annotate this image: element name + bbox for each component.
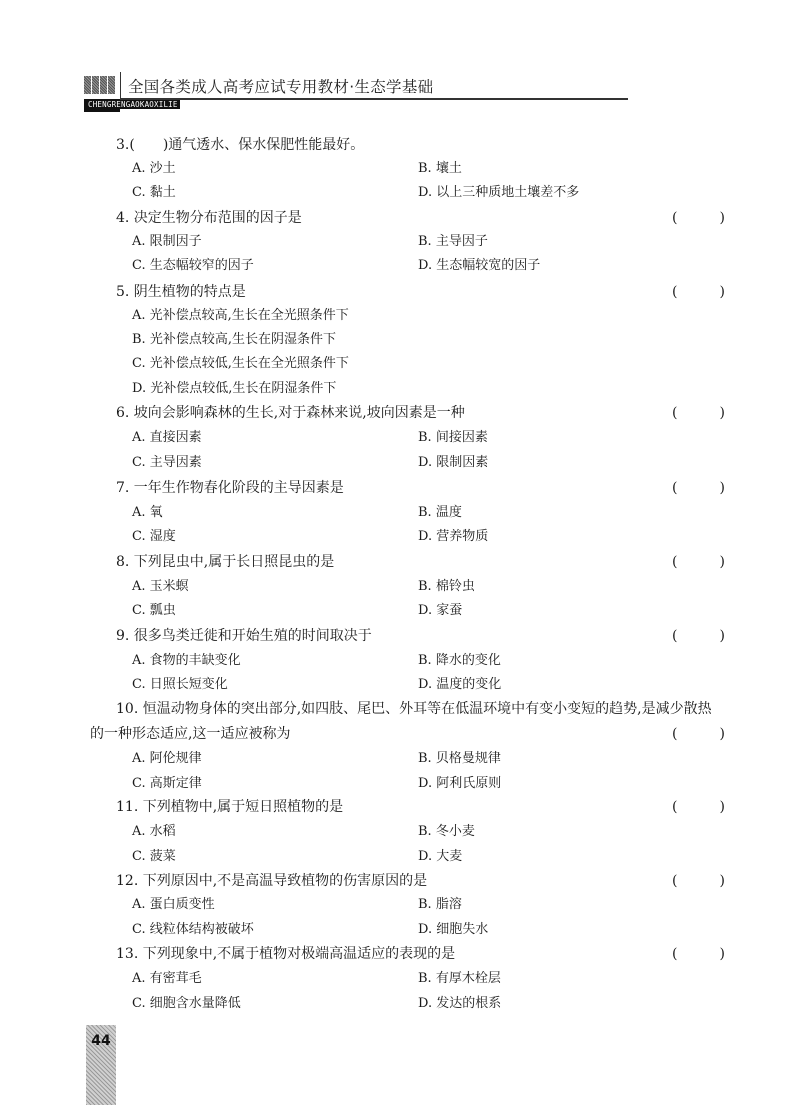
option-c: C. 细胞含水量降低 bbox=[132, 996, 241, 1011]
option-a: A. 直接因素 bbox=[132, 430, 202, 445]
answer-paren: ( ) bbox=[672, 405, 739, 421]
question-stem: 5. 阴生植物的特点是 bbox=[116, 284, 246, 300]
option-a: A. 沙土 bbox=[132, 161, 176, 176]
option-d: D. 家蚕 bbox=[418, 603, 463, 618]
option-a: A. 有密茸毛 bbox=[132, 971, 202, 986]
question-stem: 11. 下列植物中,属于短日照植物的是 bbox=[116, 799, 344, 815]
option-c: C. 生态幅较窄的因子 bbox=[132, 258, 254, 273]
question-stem: 7. 一年生作物春化阶段的主导因素是 bbox=[116, 480, 344, 496]
question-stem: 3.( )通气透水、保水保肥性能最好。 bbox=[116, 137, 365, 153]
header-subtitle: CHENGRENGAOKAOXILIE bbox=[88, 100, 178, 109]
answer-paren: ( ) bbox=[672, 284, 739, 300]
question-stem: 10. 恒温动物身体的突出部分,如四肢、尾巴、外耳等在低温环境中有变小变短的趋势,是减少散热 bbox=[116, 701, 712, 717]
option-b: B. 棉铃虫 bbox=[418, 579, 475, 594]
option-a: A. 氧 bbox=[132, 505, 163, 520]
option-d: D. 阿利氏原则 bbox=[418, 776, 502, 791]
question-stem: 12. 下列原因中,不是高温导致植物的伤害原因的是 bbox=[116, 873, 428, 889]
question-stem: 9. 很多鸟类迁徙和开始生殖的时间取决于 bbox=[116, 628, 372, 644]
option-b: B. 光补偿点较高,生长在阴湿条件下 bbox=[132, 332, 336, 347]
option-c: C. 主导因素 bbox=[132, 455, 202, 470]
answer-paren: ( ) bbox=[672, 554, 739, 570]
option-c: C. 菠菜 bbox=[132, 849, 176, 864]
option-a: A. 光补偿点较高,生长在全光照条件下 bbox=[132, 308, 349, 323]
option-c: C. 黏土 bbox=[132, 185, 176, 200]
option-b: B. 脂溶 bbox=[418, 897, 462, 912]
answer-paren: ( ) bbox=[672, 799, 739, 815]
option-d: D. 限制因素 bbox=[418, 455, 489, 470]
option-c: C. 瓢虫 bbox=[132, 603, 176, 618]
option-a: A. 阿伦规律 bbox=[132, 751, 202, 766]
header-separator bbox=[120, 72, 121, 98]
option-a: A. 玉米螟 bbox=[132, 579, 189, 594]
answer-paren: ( ) bbox=[672, 628, 739, 644]
option-b: B. 主导因子 bbox=[418, 234, 488, 249]
option-c: C. 光补偿点较低,生长在全光照条件下 bbox=[132, 356, 349, 371]
header-title: 全国各类成人高考应试专用教材·生态学基础 bbox=[128, 78, 434, 96]
answer-paren: ( ) bbox=[672, 873, 739, 889]
option-c: C. 线粒体结构被破坏 bbox=[132, 922, 254, 937]
option-d: D. 生态幅较宽的因子 bbox=[418, 258, 541, 273]
option-a: A. 水稻 bbox=[132, 824, 176, 839]
option-a: A. 蛋白质变性 bbox=[132, 897, 215, 912]
header-rule bbox=[120, 98, 628, 100]
answer-paren: ( ) bbox=[672, 946, 739, 962]
question-stem: 6. 坡向会影响森林的生长,对于森林来说,坡向因素是一种 bbox=[116, 405, 465, 421]
option-a: A. 食物的丰缺变化 bbox=[132, 653, 241, 668]
option-a: A. 限制因子 bbox=[132, 234, 202, 249]
question-stem: 13. 下列现象中,不属于植物对极端高温适应的表现的是 bbox=[116, 946, 456, 962]
answer-paren: ( ) bbox=[672, 480, 739, 496]
option-b: B. 冬小麦 bbox=[418, 824, 475, 839]
question-stem: 4. 决定生物分布范围的因子是 bbox=[116, 210, 302, 226]
question-stem-continued: 的一种形态适应,这一适应被称为 bbox=[90, 726, 291, 742]
page-header bbox=[84, 72, 628, 102]
option-b: B. 温度 bbox=[418, 505, 462, 520]
option-d: D. 光补偿点较低,生长在阴湿条件下 bbox=[132, 381, 337, 396]
option-b: B. 壤土 bbox=[418, 161, 462, 176]
option-d: D. 大麦 bbox=[418, 849, 463, 864]
option-b: B. 有厚木栓层 bbox=[418, 971, 501, 986]
header-decoration bbox=[84, 76, 116, 94]
option-c: C. 湿度 bbox=[132, 529, 176, 544]
option-d: D. 温度的变化 bbox=[418, 677, 502, 692]
answer-paren: ( ) bbox=[672, 726, 739, 742]
option-d: D. 以上三种质地土壤差不多 bbox=[418, 185, 580, 200]
option-d: D. 发达的根系 bbox=[418, 996, 502, 1011]
option-b: B. 降水的变化 bbox=[418, 653, 501, 668]
question-stem: 8. 下列昆虫中,属于长日照昆虫的是 bbox=[116, 554, 335, 570]
option-d: D. 营养物质 bbox=[418, 529, 489, 544]
option-c: C. 日照长短变化 bbox=[132, 677, 228, 692]
page-number: 44 bbox=[91, 1033, 111, 1049]
option-b: B. 间接因素 bbox=[418, 430, 488, 445]
answer-paren: ( ) bbox=[672, 210, 739, 226]
option-c: C. 高斯定律 bbox=[132, 776, 202, 791]
option-d: D. 细胞失水 bbox=[418, 922, 489, 937]
option-b: B. 贝格曼规律 bbox=[418, 751, 501, 766]
